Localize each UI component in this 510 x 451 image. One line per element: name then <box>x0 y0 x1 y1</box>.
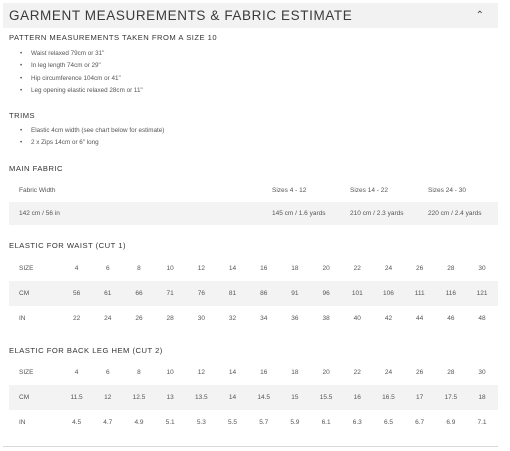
table-cell: 14 <box>228 369 237 376</box>
list-item: • In leg length 74cm or 29" <box>20 60 143 72</box>
table-cell: 28 <box>447 265 455 272</box>
pattern-list <box>20 48 143 97</box>
fabric-cell: Fabric Width <box>19 187 56 194</box>
table-cell: 16 <box>260 265 268 272</box>
table-cell: 32 <box>228 315 237 322</box>
row-label: CM <box>19 394 30 401</box>
table-cell: 44 <box>416 315 424 322</box>
table-cell: 4.5 <box>72 419 82 426</box>
table-cell: 24 <box>384 265 393 272</box>
table-cell: 4 <box>74 369 79 376</box>
table-cell: 5.3 <box>196 419 206 426</box>
table-cell: 4.7 <box>103 419 113 426</box>
table-cell: 30 <box>478 265 486 272</box>
fabric-header-row <box>9 179 498 202</box>
table-cell: 76 <box>197 290 205 297</box>
fabric-cell: Sizes 14 - 22 <box>350 187 388 194</box>
table-cell: 86 <box>260 290 268 297</box>
table-cell: 7.1 <box>477 419 487 426</box>
table-cell: 20 <box>322 265 330 272</box>
table-cell: 91 <box>291 290 299 297</box>
table-row <box>9 281 498 306</box>
table-cell: 6.5 <box>383 419 393 426</box>
table-cell: 26 <box>416 265 424 272</box>
table-cell: 18 <box>478 394 486 401</box>
table-cell: 6.7 <box>415 419 425 426</box>
table-cell: 26 <box>416 369 424 376</box>
pattern-heading: PATTERN MEASUREMENTS TAKEN FROM A SIZE 10 <box>9 33 218 42</box>
table-cell: 66 <box>135 290 143 297</box>
main-fabric-table <box>9 179 498 225</box>
accordion-header[interactable] <box>3 3 498 28</box>
table-cell: 24 <box>104 315 112 322</box>
waist-elastic-table <box>9 256 498 331</box>
table-cell: 106 <box>383 290 394 297</box>
table-cell: 121 <box>476 290 488 297</box>
table-cell: 22 <box>353 369 361 376</box>
table-row <box>9 385 498 410</box>
table-cell: 36 <box>291 315 299 322</box>
table-cell: 6.3 <box>352 419 362 426</box>
fabric-cell: 145 cm / 1.6 yards <box>272 210 326 217</box>
table-cell: 15.5 <box>319 394 333 401</box>
table-cell: 20 <box>322 369 330 376</box>
main-fabric-heading: MAIN FABRIC <box>9 164 64 173</box>
table-cell: 12 <box>197 265 205 272</box>
table-cell: 13.5 <box>195 394 208 401</box>
table-cell: 14 <box>228 394 237 401</box>
table-cell: 61 <box>104 290 112 297</box>
table-cell: 16 <box>260 369 268 376</box>
table-cell: 38 <box>322 315 330 322</box>
table-cell: 22 <box>353 265 361 272</box>
table-cell: 6.9 <box>446 419 456 426</box>
list-item: • Elastic 4cm width (see chart below for estimate) <box>20 125 164 137</box>
waist-elastic-heading: ELASTIC FOR WAIST (CUT 1) <box>9 241 126 250</box>
row-label: IN <box>19 419 26 426</box>
table-cell: 12 <box>197 369 205 376</box>
table-cell: 26 <box>135 315 143 322</box>
row-label: SIZE <box>19 265 34 272</box>
table-cell: 8 <box>137 369 141 376</box>
table-cell: 4.9 <box>134 419 144 426</box>
table-row <box>9 410 498 435</box>
table-cell: 96 <box>322 290 330 297</box>
list-item: • 2 x Zips 14cm or 6" long <box>20 137 164 149</box>
trims-heading: TRIMS <box>9 111 36 120</box>
table-cell: 10 <box>166 265 174 272</box>
table-row <box>9 360 498 385</box>
table-cell: 17 <box>416 394 424 401</box>
fabric-cell: 142 cm / 56 in <box>19 210 60 217</box>
table-cell: 12.5 <box>132 394 146 401</box>
table-cell: 5.9 <box>290 419 300 426</box>
table-cell: 12 <box>104 394 112 401</box>
table-cell: 46 <box>447 315 455 322</box>
table-cell: 6 <box>105 265 110 272</box>
table-cell: 11.5 <box>70 394 83 401</box>
table-cell: 40 <box>353 315 361 322</box>
table-cell: 116 <box>445 290 457 297</box>
table-cell: 5.5 <box>228 419 238 426</box>
table-cell: 42 <box>384 315 393 322</box>
table-cell: 6 <box>105 369 110 376</box>
table-row <box>9 256 498 281</box>
table-cell: 30 <box>478 369 486 376</box>
table-cell: 14 <box>228 265 237 272</box>
table-cell: 28 <box>447 369 455 376</box>
fabric-cell: Sizes 24 - 30 <box>428 187 466 194</box>
table-cell: 8 <box>137 265 141 272</box>
table-cell: 13 <box>166 394 174 401</box>
table-cell: 101 <box>351 290 363 297</box>
table-cell: 30 <box>197 315 205 322</box>
table-cell: 10 <box>166 369 174 376</box>
fabric-cell: 220 cm / 2.4 yards <box>428 210 482 217</box>
table-cell: 15 <box>291 394 299 401</box>
leg-elastic-heading: ELASTIC FOR BACK LEG HEM (CUT 2) <box>9 346 163 355</box>
fabric-cell: Sizes 4 - 12 <box>272 187 307 194</box>
table-row <box>9 306 498 331</box>
table-cell: 17.5 <box>444 394 458 401</box>
chevron-up-icon[interactable]: ⌃ <box>475 9 484 21</box>
table-cell: 6.1 <box>321 419 331 426</box>
table-cell: 16.5 <box>382 394 395 401</box>
table-cell: 16 <box>353 394 361 401</box>
table-cell: 5.1 <box>165 419 175 426</box>
divider <box>3 446 498 447</box>
row-label: CM <box>19 290 30 297</box>
row-label: SIZE <box>19 369 34 376</box>
list-item: • Waist relaxed 79cm or 31" <box>20 48 143 60</box>
table-cell: 111 <box>414 290 425 297</box>
accordion-title: GARMENT MEASUREMENTS & FABRIC ESTIMATE <box>9 8 353 23</box>
row-label: IN <box>19 315 26 322</box>
table-cell: 34 <box>260 315 268 322</box>
table-cell: 28 <box>166 315 174 322</box>
list-item: • Leg opening elastic relaxed 28cm or 11" <box>20 85 143 97</box>
leg-elastic-table <box>9 360 498 435</box>
table-cell: 18 <box>291 265 299 272</box>
table-cell: 56 <box>72 290 81 297</box>
table-cell: 5.7 <box>259 419 269 426</box>
table-cell: 71 <box>166 290 174 297</box>
table-cell: 81 <box>228 290 237 297</box>
table-cell: 22 <box>72 315 81 322</box>
table-cell: 24 <box>384 369 393 376</box>
list-item: • Hip circumference 104cm or 41" <box>20 73 143 85</box>
table-cell: 14.5 <box>257 394 271 401</box>
fabric-cell: 210 cm / 2.3 yards <box>350 210 404 217</box>
table-cell: 18 <box>291 369 299 376</box>
fabric-value-row <box>9 202 498 225</box>
table-cell: 48 <box>478 315 486 322</box>
trims-list <box>20 125 164 150</box>
table-cell: 4 <box>74 265 79 272</box>
